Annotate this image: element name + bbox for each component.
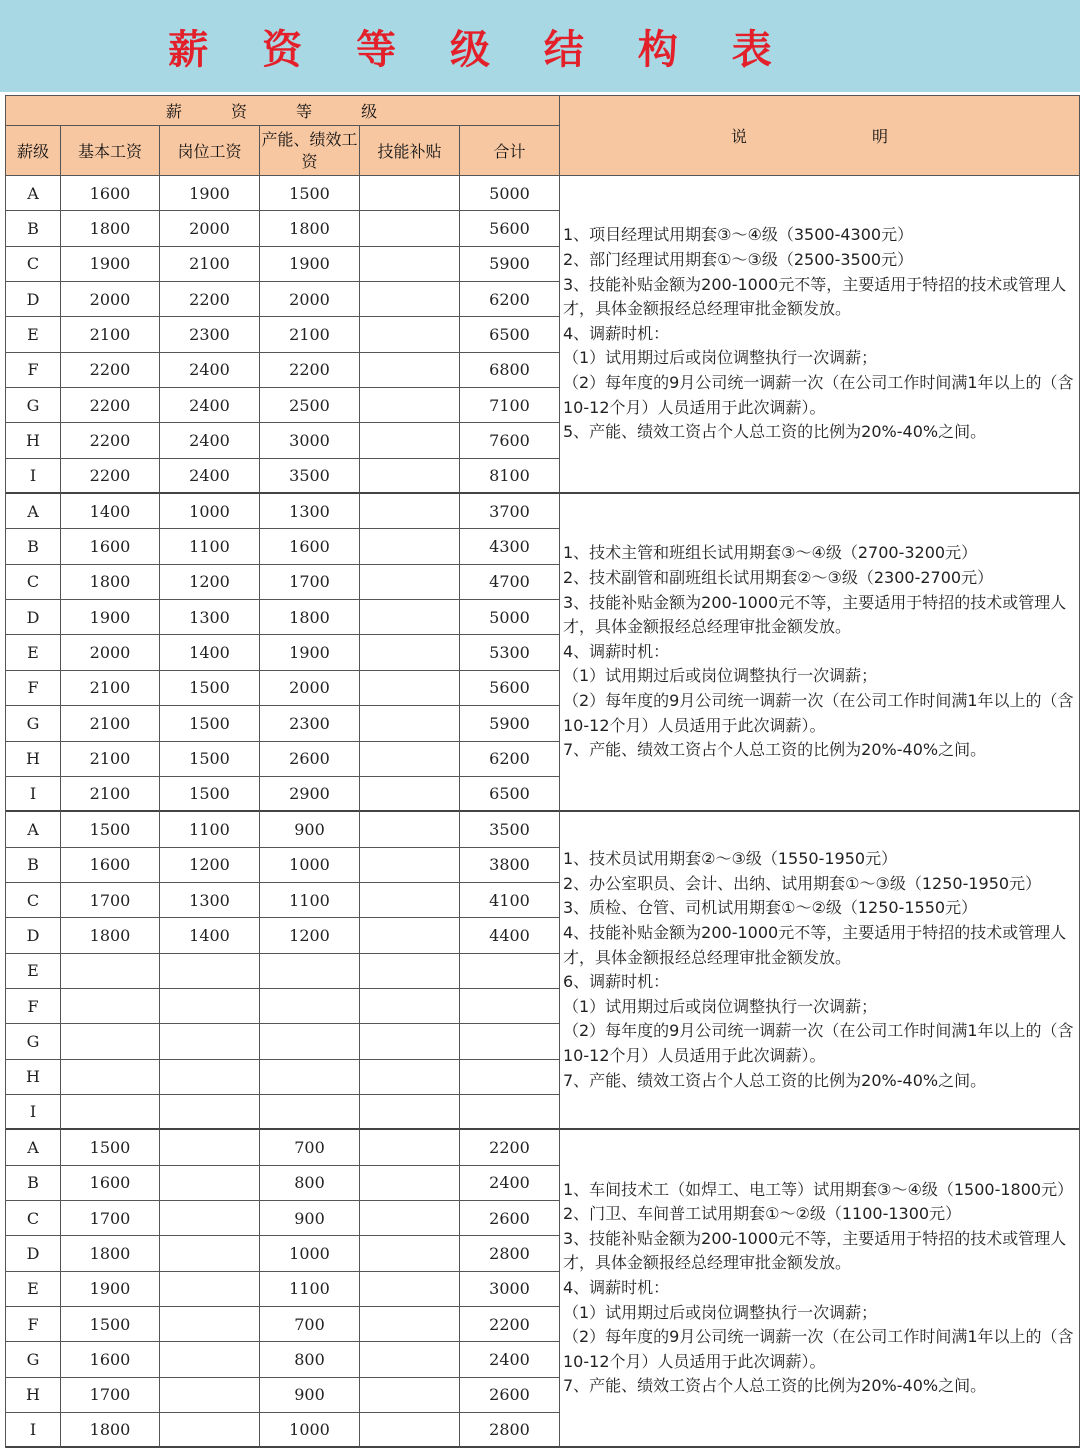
skill-allowance-cell bbox=[360, 529, 460, 564]
position-salary-cell: 2400 bbox=[160, 423, 260, 458]
position-salary-cell: 2100 bbox=[160, 247, 260, 282]
performance-salary-cell: 800 bbox=[260, 1342, 360, 1377]
note-line: （1）试用期过后或岗位调整执行一次调薪； bbox=[563, 348, 878, 368]
performance-salary-cell: 900 bbox=[260, 812, 360, 847]
skill-allowance-cell bbox=[360, 918, 460, 953]
header-note-label: 说 明 bbox=[560, 96, 1080, 176]
skill-allowance-cell bbox=[360, 1024, 460, 1059]
note-line: （1）试用期过后或岗位调整执行一次调薪； bbox=[563, 666, 878, 686]
performance-salary-cell: 2300 bbox=[260, 706, 360, 741]
group-notes bbox=[560, 494, 1080, 812]
note-line: 2、部门经理试用期套①～③级（2500-3500元） bbox=[563, 249, 914, 269]
skill-allowance-cell bbox=[360, 671, 460, 706]
performance-salary-cell: 1000 bbox=[260, 1236, 360, 1271]
performance-salary-cell: 1800 bbox=[260, 211, 360, 246]
position-salary-cell bbox=[160, 954, 260, 989]
base-salary-cell: 1600 bbox=[61, 1342, 160, 1377]
position-salary-cell: 2200 bbox=[160, 282, 260, 317]
note-line: 7、产能、绩效工资占个人总工资的比例为20%-40%之间。 bbox=[563, 1376, 987, 1396]
skill-allowance-cell bbox=[360, 1342, 460, 1377]
skill-allowance-cell bbox=[360, 494, 460, 529]
grade-cell: G bbox=[6, 1024, 61, 1059]
header-group-label: 薪 资 等 级 bbox=[6, 96, 560, 126]
base-salary-cell bbox=[61, 1095, 160, 1130]
position-salary-cell: 1500 bbox=[160, 706, 260, 741]
performance-salary-cell: 3000 bbox=[260, 423, 360, 458]
grade-cell: E bbox=[6, 1272, 61, 1307]
grade-cell: H bbox=[6, 1060, 61, 1095]
performance-salary-cell: 2000 bbox=[260, 671, 360, 706]
base-salary-cell: 2100 bbox=[61, 706, 160, 741]
position-salary-cell bbox=[160, 1201, 260, 1236]
base-salary-cell: 1700 bbox=[61, 1378, 160, 1413]
total-cell: 3000 bbox=[460, 1272, 560, 1307]
base-salary-cell bbox=[61, 1024, 160, 1059]
base-salary-cell: 1600 bbox=[61, 176, 160, 211]
note-line: 3、技能补贴金额为200-1000元不等，主要适用于特招的技术或管理人才，具体金额报经总经理审批金额发放。 bbox=[563, 1228, 1067, 1273]
skill-allowance-cell bbox=[360, 777, 460, 812]
base-salary-cell: 2200 bbox=[61, 353, 160, 388]
total-cell: 2200 bbox=[460, 1130, 560, 1165]
skill-allowance-cell bbox=[360, 353, 460, 388]
position-salary-cell bbox=[160, 1166, 260, 1201]
note-line: 2、技术副管和副班组长试用期套②～③级（2300-2700元） bbox=[563, 568, 994, 588]
grade-cell: B bbox=[6, 529, 61, 564]
column-header-skill-allowance: 技能补贴 bbox=[360, 126, 460, 176]
performance-salary-cell: 800 bbox=[260, 1166, 360, 1201]
note-line: （1）试用期过后或岗位调整执行一次调薪； bbox=[563, 996, 878, 1016]
skill-allowance-cell bbox=[360, 1060, 460, 1095]
total-cell bbox=[460, 1024, 560, 1059]
performance-salary-cell: 900 bbox=[260, 1201, 360, 1236]
column-header-performance-salary: 产能、绩效工资 bbox=[260, 126, 360, 176]
base-salary-cell: 1600 bbox=[61, 848, 160, 883]
skill-allowance-cell bbox=[360, 423, 460, 458]
position-salary-cell bbox=[160, 1024, 260, 1059]
skill-allowance-cell bbox=[360, 1166, 460, 1201]
position-salary-cell: 2400 bbox=[160, 388, 260, 423]
base-salary-cell bbox=[61, 954, 160, 989]
grade-cell: B bbox=[6, 211, 61, 246]
total-cell: 2600 bbox=[460, 1201, 560, 1236]
position-salary-cell: 1300 bbox=[160, 600, 260, 635]
performance-salary-cell bbox=[260, 1060, 360, 1095]
note-line: 2、门卫、车间普工试用期套①～②级（1100-1300元） bbox=[563, 1204, 962, 1224]
grade-cell: I bbox=[6, 1413, 61, 1448]
total-cell: 3700 bbox=[460, 494, 560, 529]
performance-salary-cell: 700 bbox=[260, 1307, 360, 1342]
base-salary-cell: 2200 bbox=[61, 388, 160, 423]
grade-cell: E bbox=[6, 317, 61, 352]
note-line: 4、技能补贴金额为200-1000元不等，主要适用于特招的技术或管理人才，具体金额报经总经理审批金额发放。 bbox=[563, 923, 1067, 967]
grade-cell: H bbox=[6, 742, 61, 777]
base-salary-cell: 1500 bbox=[61, 1307, 160, 1342]
grade-cell: A bbox=[6, 1130, 61, 1165]
skill-allowance-cell bbox=[360, 1201, 460, 1236]
position-salary-cell: 1900 bbox=[160, 176, 260, 211]
performance-salary-cell: 1100 bbox=[260, 1272, 360, 1307]
performance-salary-cell: 2500 bbox=[260, 388, 360, 423]
skill-allowance-cell bbox=[360, 247, 460, 282]
note-line: 4、调薪时机： bbox=[563, 323, 670, 343]
position-salary-cell bbox=[160, 1095, 260, 1130]
total-cell: 3500 bbox=[460, 812, 560, 847]
base-salary-cell: 2100 bbox=[61, 317, 160, 352]
grade-cell: H bbox=[6, 423, 61, 458]
base-salary-cell: 2100 bbox=[61, 742, 160, 777]
total-cell: 2200 bbox=[460, 1307, 560, 1342]
performance-salary-cell: 1300 bbox=[260, 494, 360, 529]
base-salary-cell: 1800 bbox=[61, 565, 160, 600]
total-cell: 5600 bbox=[460, 211, 560, 246]
grade-cell: C bbox=[6, 883, 61, 918]
position-salary-cell bbox=[160, 1060, 260, 1095]
position-salary-cell: 1200 bbox=[160, 848, 260, 883]
note-line: （2）每年度的9月公司统一调薪一次（在公司工作时间满1年以上的（含10-12个月）人员适用于此次调薪）。 bbox=[563, 691, 1074, 735]
total-cell: 5900 bbox=[460, 247, 560, 282]
skill-allowance-cell bbox=[360, 812, 460, 847]
skill-allowance-cell bbox=[360, 565, 460, 600]
position-salary-cell: 1400 bbox=[160, 635, 260, 670]
position-salary-cell: 1500 bbox=[160, 742, 260, 777]
note-line: 4、调薪时机： bbox=[563, 641, 670, 661]
base-salary-cell: 1600 bbox=[61, 529, 160, 564]
grade-cell: F bbox=[6, 989, 61, 1024]
position-salary-cell: 1400 bbox=[160, 918, 260, 953]
grade-cell: D bbox=[6, 600, 61, 635]
skill-allowance-cell bbox=[360, 706, 460, 741]
position-salary-cell bbox=[160, 1307, 260, 1342]
performance-salary-cell: 1000 bbox=[260, 848, 360, 883]
position-salary-cell: 1100 bbox=[160, 529, 260, 564]
performance-salary-cell: 2000 bbox=[260, 282, 360, 317]
performance-salary-cell bbox=[260, 989, 360, 1024]
performance-salary-cell: 1500 bbox=[260, 176, 360, 211]
base-salary-cell: 2000 bbox=[61, 282, 160, 317]
grade-cell: G bbox=[6, 388, 61, 423]
skill-allowance-cell bbox=[360, 989, 460, 1024]
total-cell: 6800 bbox=[460, 353, 560, 388]
grade-cell: E bbox=[6, 635, 61, 670]
base-salary-cell: 1800 bbox=[61, 1413, 160, 1448]
grade-cell: D bbox=[6, 918, 61, 953]
skill-allowance-cell bbox=[360, 176, 460, 211]
total-cell bbox=[460, 989, 560, 1024]
grade-cell: I bbox=[6, 1095, 61, 1130]
total-cell: 7600 bbox=[460, 423, 560, 458]
note-line: 3、质检、仓管、司机试用期套①～②级（1250-1550元） bbox=[563, 898, 978, 918]
position-salary-cell: 2400 bbox=[160, 459, 260, 494]
performance-salary-cell: 1900 bbox=[260, 635, 360, 670]
total-cell: 5000 bbox=[460, 600, 560, 635]
performance-salary-cell: 3500 bbox=[260, 459, 360, 494]
total-cell: 4400 bbox=[460, 918, 560, 953]
position-salary-cell bbox=[160, 1342, 260, 1377]
skill-allowance-cell bbox=[360, 1272, 460, 1307]
total-cell bbox=[460, 1060, 560, 1095]
salary-grade-table bbox=[5, 95, 1080, 1448]
total-cell: 4100 bbox=[460, 883, 560, 918]
grade-cell: F bbox=[6, 1307, 61, 1342]
note-line: （2）每年度的9月公司统一调薪一次（在公司工作时间满1年以上的（含10-12个月）人员适用于此次调薪）。 bbox=[563, 1021, 1074, 1066]
note-line: 6、调薪时机： bbox=[563, 972, 670, 992]
page-title: 薪 资 等 级 结 构 表 bbox=[168, 26, 792, 73]
performance-salary-cell: 1900 bbox=[260, 247, 360, 282]
note-line: 3、技能补贴金额为200-1000元不等，主要适用于特招的技术或管理人才，具体金额报经总经理审批金额发放。 bbox=[563, 592, 1067, 637]
position-salary-cell bbox=[160, 1130, 260, 1165]
note-line: （1）试用期过后或岗位调整执行一次调薪； bbox=[563, 1302, 878, 1322]
note-line: 1、车间技术工（如焊工、电工等）试用期套③～④级（1500-1800元） bbox=[563, 1179, 1074, 1199]
skill-allowance-cell bbox=[360, 1095, 460, 1130]
grade-cell: E bbox=[6, 954, 61, 989]
column-header-position-salary: 岗位工资 bbox=[160, 126, 260, 176]
total-cell: 6500 bbox=[460, 777, 560, 812]
total-cell: 7100 bbox=[460, 388, 560, 423]
total-cell: 2600 bbox=[460, 1378, 560, 1413]
position-salary-cell: 1100 bbox=[160, 812, 260, 847]
skill-allowance-cell bbox=[360, 211, 460, 246]
total-cell: 3800 bbox=[460, 848, 560, 883]
total-cell: 8100 bbox=[460, 459, 560, 494]
group-notes bbox=[560, 1130, 1080, 1448]
group-notes bbox=[560, 812, 1080, 1130]
note-line: 1、技术员试用期套②～③级（1550-1950元） bbox=[563, 849, 898, 869]
total-cell bbox=[460, 1095, 560, 1130]
skill-allowance-cell bbox=[360, 1378, 460, 1413]
skill-allowance-cell bbox=[360, 635, 460, 670]
position-salary-cell: 1300 bbox=[160, 883, 260, 918]
position-salary-cell: 1200 bbox=[160, 565, 260, 600]
performance-salary-cell: 1000 bbox=[260, 1413, 360, 1448]
skill-allowance-cell bbox=[360, 883, 460, 918]
skill-allowance-cell bbox=[360, 459, 460, 494]
note-line: 7、产能、绩效工资占个人总工资的比例为20%-40%之间。 bbox=[563, 740, 987, 760]
base-salary-cell: 1500 bbox=[61, 1130, 160, 1165]
base-salary-cell: 1700 bbox=[61, 1201, 160, 1236]
performance-salary-cell: 2100 bbox=[260, 317, 360, 352]
total-cell: 6200 bbox=[460, 282, 560, 317]
performance-salary-cell: 1600 bbox=[260, 529, 360, 564]
performance-salary-cell bbox=[260, 1095, 360, 1130]
performance-salary-cell: 2200 bbox=[260, 353, 360, 388]
skill-allowance-cell bbox=[360, 317, 460, 352]
note-line: 5、产能、绩效工资占个人总工资的比例为20%-40%之间。 bbox=[563, 422, 987, 442]
grade-cell: G bbox=[6, 706, 61, 741]
skill-allowance-cell bbox=[360, 1307, 460, 1342]
position-salary-cell: 2000 bbox=[160, 211, 260, 246]
note-line: 7、产能、绩效工资占个人总工资的比例为20%-40%之间。 bbox=[563, 1070, 987, 1090]
total-cell: 2400 bbox=[460, 1342, 560, 1377]
position-salary-cell: 2400 bbox=[160, 353, 260, 388]
note-line: （2）每年度的9月公司统一调薪一次（在公司工作时间满1年以上的（含10-12个月）人员适用于此次调薪）。 bbox=[563, 1327, 1074, 1371]
total-cell: 2400 bbox=[460, 1166, 560, 1201]
total-cell: 2800 bbox=[460, 1236, 560, 1271]
position-salary-cell: 1500 bbox=[160, 777, 260, 812]
grade-cell: D bbox=[6, 1236, 61, 1271]
position-salary-cell bbox=[160, 989, 260, 1024]
total-cell: 2800 bbox=[460, 1413, 560, 1448]
grade-cell: H bbox=[6, 1378, 61, 1413]
note-line: （2）每年度的9月公司统一调薪一次（在公司工作时间满1年以上的（含10-12个月）人员适用于此次调薪）。 bbox=[563, 372, 1074, 417]
position-salary-cell: 2300 bbox=[160, 317, 260, 352]
grade-cell: A bbox=[6, 812, 61, 847]
grade-cell: I bbox=[6, 777, 61, 812]
grade-cell: A bbox=[6, 176, 61, 211]
base-salary-cell: 2200 bbox=[61, 459, 160, 494]
position-salary-cell: 1500 bbox=[160, 671, 260, 706]
total-cell: 5600 bbox=[460, 671, 560, 706]
skill-allowance-cell bbox=[360, 1413, 460, 1448]
base-salary-cell: 2200 bbox=[61, 423, 160, 458]
base-salary-cell bbox=[61, 1060, 160, 1095]
skill-allowance-cell bbox=[360, 848, 460, 883]
base-salary-cell: 1800 bbox=[61, 918, 160, 953]
base-salary-cell: 1900 bbox=[61, 600, 160, 635]
skill-allowance-cell bbox=[360, 954, 460, 989]
base-salary-cell: 1800 bbox=[61, 211, 160, 246]
note-line: 1、技术主管和班组长试用期套③～④级（2700-3200元） bbox=[563, 543, 978, 563]
grade-cell: C bbox=[6, 247, 61, 282]
performance-salary-cell bbox=[260, 1024, 360, 1059]
total-cell: 5300 bbox=[460, 635, 560, 670]
base-salary-cell bbox=[61, 989, 160, 1024]
base-salary-cell: 2000 bbox=[61, 635, 160, 670]
column-header-grade: 薪级 bbox=[6, 126, 61, 176]
position-salary-cell bbox=[160, 1272, 260, 1307]
grade-cell: B bbox=[6, 848, 61, 883]
skill-allowance-cell bbox=[360, 388, 460, 423]
base-salary-cell: 1800 bbox=[61, 1236, 160, 1271]
performance-salary-cell: 1700 bbox=[260, 565, 360, 600]
position-salary-cell: 1000 bbox=[160, 494, 260, 529]
position-salary-cell bbox=[160, 1236, 260, 1271]
total-cell: 6500 bbox=[460, 317, 560, 352]
base-salary-cell: 1700 bbox=[61, 883, 160, 918]
skill-allowance-cell bbox=[360, 600, 460, 635]
grade-cell: D bbox=[6, 282, 61, 317]
base-salary-cell: 1900 bbox=[61, 247, 160, 282]
performance-salary-cell: 1800 bbox=[260, 600, 360, 635]
note-line: 2、办公室职员、会计、出纳、试用期套①～③级（1250-1950元） bbox=[563, 873, 1042, 893]
base-salary-cell: 2100 bbox=[61, 671, 160, 706]
performance-salary-cell: 900 bbox=[260, 1378, 360, 1413]
position-salary-cell bbox=[160, 1413, 260, 1448]
grade-cell: B bbox=[6, 1166, 61, 1201]
performance-salary-cell bbox=[260, 954, 360, 989]
performance-salary-cell: 700 bbox=[260, 1130, 360, 1165]
performance-salary-cell: 1100 bbox=[260, 883, 360, 918]
skill-allowance-cell bbox=[360, 1236, 460, 1271]
base-salary-cell: 1900 bbox=[61, 1272, 160, 1307]
performance-salary-cell: 1200 bbox=[260, 918, 360, 953]
group-notes bbox=[560, 176, 1080, 494]
title-bar bbox=[0, 0, 1080, 92]
total-cell: 4700 bbox=[460, 565, 560, 600]
total-cell: 6200 bbox=[460, 742, 560, 777]
performance-salary-cell: 2900 bbox=[260, 777, 360, 812]
skill-allowance-cell bbox=[360, 1130, 460, 1165]
position-salary-cell bbox=[160, 1378, 260, 1413]
note-line: 1、项目经理试用期套③～④级（3500-4300元） bbox=[563, 225, 914, 245]
grade-cell: C bbox=[6, 1201, 61, 1236]
base-salary-cell: 1600 bbox=[61, 1166, 160, 1201]
grade-cell: A bbox=[6, 494, 61, 529]
skill-allowance-cell bbox=[360, 282, 460, 317]
total-cell: 4300 bbox=[460, 529, 560, 564]
grade-cell: G bbox=[6, 1342, 61, 1377]
performance-salary-cell: 2600 bbox=[260, 742, 360, 777]
base-salary-cell: 1500 bbox=[61, 812, 160, 847]
grade-cell: F bbox=[6, 353, 61, 388]
column-header-base-salary: 基本工资 bbox=[61, 126, 160, 176]
total-cell: 5900 bbox=[460, 706, 560, 741]
skill-allowance-cell bbox=[360, 742, 460, 777]
grade-cell: F bbox=[6, 671, 61, 706]
note-line: 3、技能补贴金额为200-1000元不等，主要适用于特招的技术或管理人才，具体金额报经总经理审批金额发放。 bbox=[563, 274, 1067, 319]
grade-cell: I bbox=[6, 459, 61, 494]
column-header-total: 合计 bbox=[460, 126, 560, 176]
total-cell bbox=[460, 954, 560, 989]
base-salary-cell: 2100 bbox=[61, 777, 160, 812]
grade-cell: C bbox=[6, 565, 61, 600]
base-salary-cell: 1400 bbox=[61, 494, 160, 529]
total-cell: 5000 bbox=[460, 176, 560, 211]
note-line: 4、调薪时机： bbox=[563, 1278, 670, 1298]
